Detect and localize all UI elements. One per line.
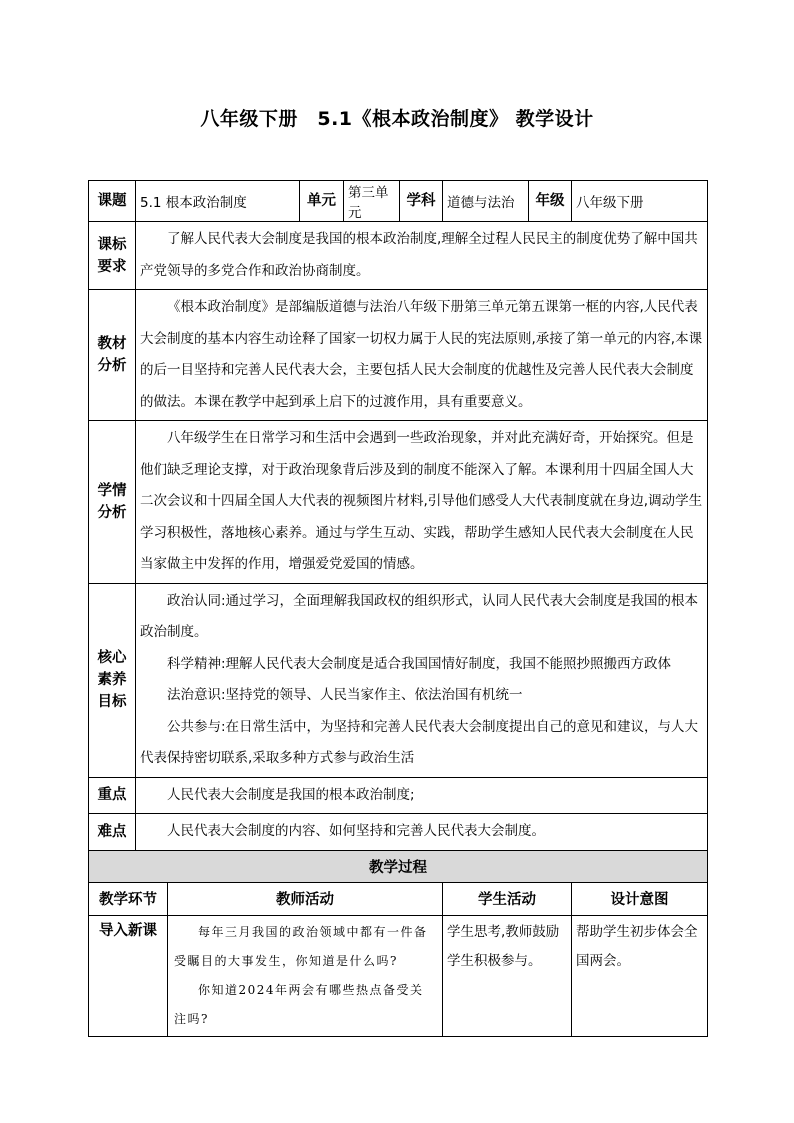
teacher-activity-p1: 每年三月我国的政治领域中都有一件备受瞩目的大事发生，你知道是什么吗? [174,924,428,968]
learner-row [89,421,708,584]
material-row [89,290,708,421]
key-row [89,777,708,814]
header-intent: 设计意图 [572,882,708,915]
document-title: 八年级下册 5.1《根本政治制度》 教学设计 [200,108,594,130]
subject-label: 学科 [400,181,443,222]
header-student: 学生活动 [443,882,572,915]
material-text: 《根本政治制度》是部编版道德与法治八年级下册第三单元第五课第一框的内容,人民代表大会制度的基本内容生动诠释了国家一切权力属于人民的宪法原则,承接了第一单元的内容,本课的后一目坚持和完善人民代表大会，主要包括人民大会制度的优越性及完善人民代表大会制度的做法。本课在教学中起到承上启下的过渡作用，具有重要意义。 [136,290,708,421]
literacy-text [136,583,708,777]
standard-row [89,222,708,290]
key-label: 重点 [89,777,136,814]
standard-text: 了解人民代表大会制度是我国的根本政治制度,理解全过程人民民主的制度优势了解中国共产党领导的多党合作和政治协商制度。 [136,222,708,290]
unit-value: 第三单元 [344,181,400,222]
learner-label: 学情 分析 [89,421,136,584]
teacher-activity [168,915,443,1036]
material-label: 教材 分析 [89,290,136,421]
lesson-plan-table [88,180,708,1037]
standard-label: 课标 要求 [89,222,136,290]
student-activity: 学生思考,教师鼓励学生积极参与。 [443,915,572,1036]
literacy-political: 政治认同:通过学习，全面理解我国政权的组织形式，认同人民代表大会制度是我国的根本政治制度。 [140,592,699,640]
process-title: 教学过程 [89,850,708,882]
unit-label: 单元 [300,181,344,222]
stage-cell: 导入新课 [89,915,168,1036]
topic-value: 5.1 根本政治制度 [136,181,300,222]
topic-label: 课题 [89,181,136,222]
literacy-label: 核心 素养 目标 [89,583,136,777]
process-row [89,915,708,1036]
difficult-text: 人民代表大会制度的内容、如何坚持和完善人民代表大会制度。 [136,814,708,851]
teacher-activity-p2: 你知道2024年两会有哪些热点备受关注吗? [174,982,424,1026]
grade-label: 年级 [529,181,572,222]
learner-text: 八年级学生在日常学习和生活中会遇到一些政治现象，并对此充满好奇，开始探究。但是他们缺乏理论支撑，对于政治现象背后涉及到的制度不能深入了解。本课利用十四届全国人大二次会议和十四届全国人大代表的视频图片材料,引导他们感受人大代表制度就在身边,调动学生学习积极性，落地核心素养。通过与学生互动、实践，帮助学生感知人民代表大会制度在人民当家做主中发挥的作用，增强爱党爱国的情感。 [136,421,708,584]
header-stage: 教学环节 [89,882,168,915]
literacy-participation: 公共参与:在日常生活中，为坚持和完善人民代表大会制度提出自己的意见和建议，与人大代表保持密切联系,采取多种方式参与政治生活 [140,718,699,766]
difficult-label: 难点 [89,814,136,851]
header-teacher: 教师活动 [168,882,443,915]
info-row [89,181,708,222]
design-intent: 帮助学生初步体会全国两会。 [572,915,708,1036]
grade-value: 八年级下册 [572,181,708,222]
process-title-row [89,850,708,882]
key-text: 人民代表大会制度是我国的根本政治制度; [136,777,708,814]
process-header-row [89,882,708,915]
difficult-row [89,814,708,851]
literacy-law: 法治意识:坚持党的领导、人民当家作主、依法治国有机统一 [167,687,523,703]
subject-value: 道德与法治 [443,181,529,222]
literacy-row [89,583,708,777]
literacy-science: 科学精神:理解人民代表大会制度是适合我国国情好制度，我国不能照抄照搬西方政体 [167,655,672,672]
